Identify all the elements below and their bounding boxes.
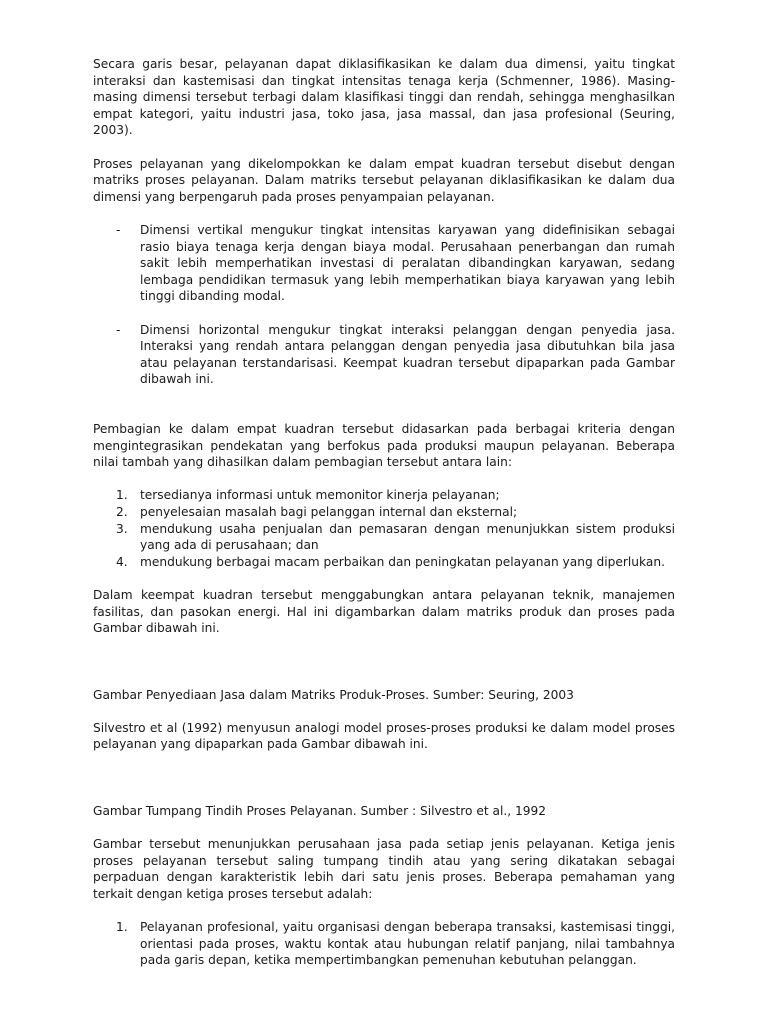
list-number: 1. (116, 488, 128, 503)
list-item-text: Pelayanan profesional, yaitu organisasi dengan beberapa transaksi, kastemisasi tinggi, orientasi pada proses, waktu kontak atau hubungan relatif panjang, nilai tambahnya pada garis depan, ketika mempertimbangkan pemenuhan kebutuhan pelanggan. (140, 919, 675, 968)
list-number: 3. (116, 521, 128, 536)
list-item-text: penyelesaian masalah bagi pelanggan internal dan eksternal; (140, 505, 518, 520)
spacer (93, 753, 675, 803)
list-item-text: tersedianya informasi untuk memonitor kinerja pelayanan; (140, 488, 500, 503)
list-item-benefit-4 (93, 554, 675, 571)
list-item-text: mendukung usaha penjualan dan pemasaran dengan menunjukkan sistem produksi yang ada di perusahaan; dan (140, 521, 675, 553)
list-item-vertical-dimension (93, 222, 675, 305)
dash-marker: - (116, 222, 121, 237)
list-number: 2. (116, 505, 128, 520)
paragraph-silvestro: Silvestro et al (1992) menyusun analogi model proses-proses produksi ke dalam model proses pelayanan yang dipaparkan pada Gambar dibawah ini. (93, 720, 675, 752)
paragraph-quadrant-division: Pembagian ke dalam empat kuadran tersebut didasarkan pada berbagai kriteria dengan mengintegrasikan pendekatan yang berfokus pada produksi maupun pelayanan. Beberapa nilai tambah yang dihasilkan dalam pembagian tersebut antara lain: (93, 422, 675, 470)
list-item-text: Dimensi horizontal mengukur tingkat interaksi pelanggan dengan penyedia jasa. Interaksi yang rendah antara pelanggan dengan penyedia jasa dibutuhkan bila jasa atau pelayanan terstandarisasi. Keempat kuadran tersebut dipaparkan pada Gambar dibawah ini. (140, 322, 675, 387)
list-item-text: mendukung berbagai macam perbaikan dan peningkatan pelayanan yang diperlukan. (140, 554, 665, 569)
spacer (93, 902, 675, 919)
figure-caption-product-process-matrix: Gambar Penyediaan Jasa dalam Matriks Produk-Proses. Sumber: Seuring, 2003 (93, 687, 574, 702)
dimension-list (93, 222, 675, 388)
list-item-benefit-2 (93, 504, 675, 521)
list-item-text: Dimensi vertikal mengukur tingkat intensitas karyawan yang didefinisikan sebagai rasio biaya tenaga kerja dengan biaya modal. Perusahaan penerbangan dan rumah sakit lebih memperhatikan investasi di peralatan dibandingkan karyawan, sedang lembaga pendidikan termasuk yang lebih memperhatikan biaya karyawan yang lebih tinggi dibanding modal. (140, 222, 675, 304)
spacer (93, 471, 675, 488)
list-item-professional-service (93, 919, 675, 969)
spacer (93, 637, 675, 687)
paragraph-quadrant-combination: Dalam keempat kuadran tersebut menggabungkan antara pelayanan teknik, manajemen fasilitas, dan pasokan energi. Hal ini digambarkan dalam matriks produk dan proses pada Gambar dibawah ini. (93, 588, 675, 636)
figure-caption-overlap: Gambar Tumpang Tindih Proses Pelayanan. Sumber : Silvestro et al., 1992 (93, 803, 547, 818)
spacer (93, 570, 675, 587)
list-item-horizontal-dimension (93, 322, 675, 388)
spacer (93, 205, 675, 222)
list-number: 1. (116, 919, 128, 934)
paragraph-figure-explanation: Gambar tersebut menunjukkan perusahaan jasa pada setiap jenis pelayanan. Ketiga jenis proses pelayanan tersebut saling tumpang tindih atau yang sering dikatakan sebagai perpaduan dengan karakteristik lebih dari satu jenis proses. Beberapa pemahaman yang terkait dengan ketiga proses tersebut adalah: (93, 836, 675, 901)
benefit-list (93, 487, 675, 570)
dash-marker: - (116, 322, 121, 337)
paragraph-process-matrix: Proses pelayanan yang dikelompokkan ke dalam empat kuadran tersebut disebut dengan matriks proses pelayanan. Dalam matriks tersebut pelayanan diklasifikasikan ke dalam dua dimensi yang berpengaruh pada proses penyampaian pelayanan. (93, 156, 675, 204)
spacer (93, 388, 675, 421)
spacer (93, 703, 675, 720)
list-number: 4. (116, 554, 128, 569)
spacer (93, 819, 675, 836)
list-item-benefit-3 (93, 521, 675, 554)
paragraph-service-dimensions: Secara garis besar, pelayanan dapat diklasifikasikan ke dalam dua dimensi, yaitu tingkat interaksi dan kastemisasi dan tingkat intensitas tenaga kerja (Schmenner, 1986). Masing-masing dimensi tersebut terbagi dalam klasifikasi tinggi dan rendah, sehingga menghasilkan empat kategori, yaitu industri jasa, toko jasa, jasa massal, dan jasa profesional (Seuring, 2003). (93, 57, 675, 138)
process-type-list (93, 919, 675, 969)
list-item-benefit-1 (93, 487, 675, 504)
